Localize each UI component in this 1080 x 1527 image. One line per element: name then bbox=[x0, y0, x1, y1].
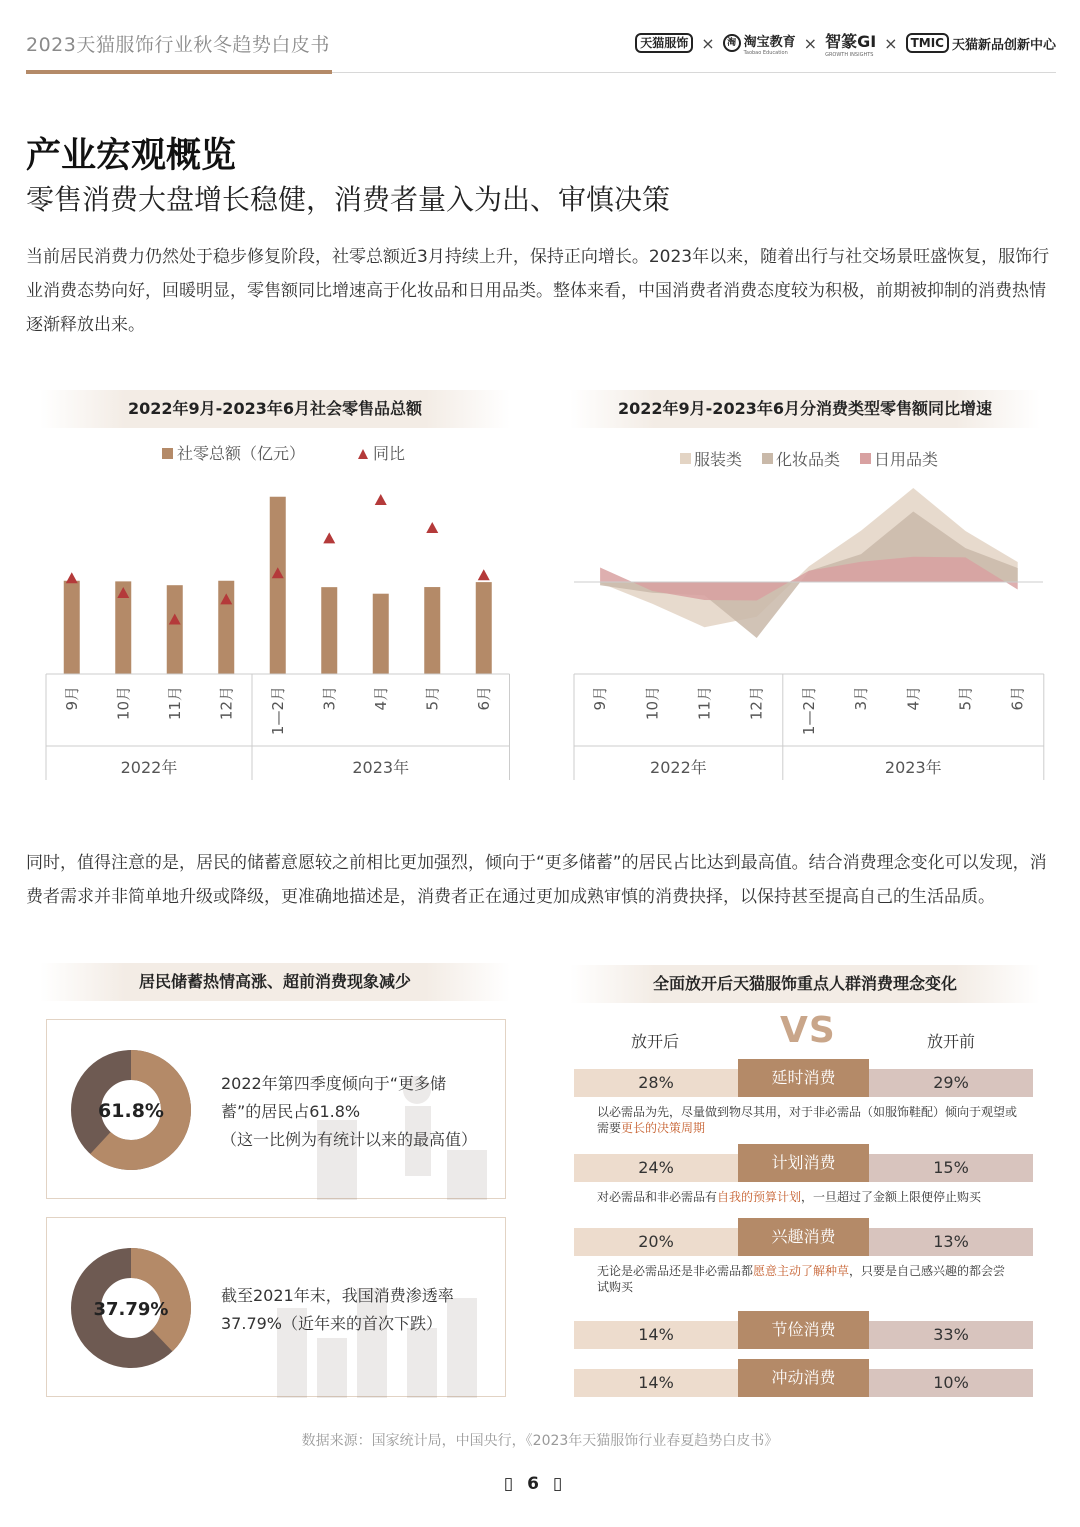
yoy-marker-5月 bbox=[426, 522, 438, 533]
x-tick-label: 12月 bbox=[217, 686, 236, 721]
group-label: 2022年 bbox=[120, 758, 178, 777]
growth-chart-title: 2022年9月-2023年6月分消费类型零售额同比增速 bbox=[570, 390, 1040, 428]
row-after-value: 28% bbox=[574, 1069, 738, 1097]
yoy-marker-9月 bbox=[66, 572, 78, 583]
page-header bbox=[26, 0, 1056, 74]
x-tick-label: 9月 bbox=[62, 686, 81, 711]
row-label: 计划消费 bbox=[738, 1144, 869, 1182]
group-label: 2022年 bbox=[650, 758, 707, 777]
row-before-value: 15% bbox=[869, 1154, 1033, 1182]
x-tick-label: 10月 bbox=[643, 686, 662, 721]
legend-swatch-bar bbox=[162, 448, 173, 459]
vs-label: VS bbox=[780, 1010, 836, 1051]
row-after-value: 14% bbox=[574, 1321, 738, 1349]
logo-separator: × bbox=[701, 33, 715, 53]
legend-swatch bbox=[762, 453, 773, 464]
x-tick-label: 12月 bbox=[747, 686, 766, 721]
group-label: 2023年 bbox=[352, 758, 410, 777]
x-tick-label: 5月 bbox=[956, 686, 975, 711]
logo-separator: × bbox=[884, 33, 898, 53]
header-accent-bar bbox=[26, 70, 332, 74]
legend-label: 服装类 bbox=[694, 450, 743, 469]
x-tick-label: 3月 bbox=[320, 686, 339, 711]
second-paragraph: 同时，值得注意的是，居民的储蓄意愿较之前相比更加强烈，倾向于“更多储蓄”的居民占比达到最高值。结合消费理念变化可以发现，消费者需求并非简单地升级或降级，更准确地描述是，消费者正在通过更加成熟审慎的消费抉择，以保持甚至提高自己的生活品质。 bbox=[26, 853, 1047, 907]
x-tick-label: 1—2月 bbox=[799, 686, 818, 736]
x-tick-label: 6月 bbox=[1008, 686, 1027, 711]
x-tick-label: 1—2月 bbox=[268, 686, 287, 736]
row-before-value: 13% bbox=[869, 1228, 1033, 1256]
row-before-value: 33% bbox=[869, 1321, 1033, 1349]
section-subtitle: 零售消费大盘增长稳健，消费者量入为出、审慎决策 bbox=[26, 183, 671, 216]
bar-3月 bbox=[321, 587, 337, 674]
data-source: 数据来源：国家统计局，中国央行，《2023年天猫服饰行业春夏趋势白皮书》 bbox=[301, 1433, 779, 1449]
row-label: 节俭消费 bbox=[738, 1311, 869, 1349]
x-tick-label: 3月 bbox=[852, 686, 871, 711]
bar-11月 bbox=[167, 585, 183, 674]
bar-4月 bbox=[373, 594, 389, 674]
savings-title: 居民储蓄热情高涨、超前消费现象减少 bbox=[40, 963, 510, 1001]
row-after-value: 20% bbox=[574, 1228, 738, 1256]
row-before-value: 10% bbox=[869, 1369, 1033, 1397]
row-note: 以必需品为先，尽量做到物尽其用，对于非必需品（如服饰鞋配）倾向于观望或需要更长的决策周期 bbox=[597, 1105, 1018, 1135]
row-before-value: 29% bbox=[869, 1069, 1033, 1097]
x-tick-label: 4月 bbox=[371, 686, 390, 711]
report-title: 2023天猫服饰行业秋冬趋势白皮书 bbox=[26, 34, 330, 56]
page-number: ▯6▯ bbox=[503, 1474, 577, 1494]
x-tick-label: 11月 bbox=[165, 686, 184, 721]
row-label: 兴趣消费 bbox=[738, 1218, 869, 1256]
tmall-fashion-logo: 天猫服饰 bbox=[635, 33, 693, 53]
growth-rate-chart bbox=[570, 430, 1045, 790]
savings-card bbox=[46, 1019, 506, 1199]
legend-label: 社零总额（亿元） bbox=[177, 444, 306, 463]
donut-value-label: 37.79% bbox=[93, 1299, 169, 1320]
yoy-marker-4月 bbox=[375, 494, 387, 505]
legend-label: 同比 bbox=[373, 444, 406, 463]
growth-insights-logo: 智篆GI GROWTH INSIGHTS bbox=[825, 31, 877, 58]
legend-swatch-marker bbox=[358, 449, 368, 459]
row-note: 对必需品和非必需品有自我的预算计划，一旦超过了金额上限便停止购买 bbox=[597, 1190, 982, 1204]
section-title: 产业宏观概览 bbox=[26, 136, 237, 176]
logo-separator: × bbox=[803, 33, 818, 53]
retail-sales-chart bbox=[40, 430, 510, 790]
yoy-marker-3月 bbox=[323, 532, 335, 543]
x-tick-label: 9月 bbox=[591, 686, 610, 711]
donut-value-label: 61.8% bbox=[98, 1100, 164, 1122]
legend-label: 日用品类 bbox=[874, 450, 939, 469]
group-label: 2023年 bbox=[884, 758, 942, 777]
x-tick-label: 6月 bbox=[474, 686, 493, 711]
savings-card-text: 2022年第四季度倾向于“更多储 蓄”的居民占61.8% （这一比例为有统计以来的最高值） bbox=[221, 1074, 478, 1149]
concepts-title: 全面放开后天猫服饰重点人群消费理念变化 bbox=[570, 965, 1040, 1003]
partner-logos bbox=[635, 28, 1056, 58]
legend-swatch bbox=[680, 453, 691, 464]
x-tick-label: 4月 bbox=[904, 686, 923, 711]
row-label: 延时消费 bbox=[738, 1059, 869, 1097]
after-label: 放开后 bbox=[631, 1032, 680, 1051]
bar-1—2月 bbox=[270, 497, 286, 674]
taobao-icon: 淘 bbox=[723, 34, 741, 52]
yoy-marker-6月 bbox=[478, 569, 490, 580]
x-tick-label: 10月 bbox=[114, 686, 133, 721]
intro-paragraph: 当前居民消费力仍然处于稳步修复阶段，社零总额近3月持续上升，保持正向增长。2023年以来，随着出行与社交场景旺盛恢复，服饰行业消费态势向好，回暖明显，零售额同比增速高于化妆品和日用品类。整体来看，中国消费者消费态度较为积极，前期被抑制的消费热情逐渐释放出来。 bbox=[26, 247, 1050, 335]
bar-6月 bbox=[476, 582, 492, 674]
penetration-card bbox=[46, 1217, 506, 1397]
x-tick-label: 5月 bbox=[423, 686, 442, 711]
penetration-donut bbox=[71, 1248, 191, 1368]
row-label: 冲动消费 bbox=[738, 1359, 869, 1397]
row-after-value: 14% bbox=[574, 1369, 738, 1397]
row-note: 无论是必需品还是非必需品都愿意主动了解种草，只要是自己感兴趣的都会尝试购买 bbox=[597, 1264, 1006, 1294]
before-label: 放开前 bbox=[927, 1032, 976, 1051]
x-tick-label: 11月 bbox=[695, 686, 714, 721]
tmic-logo: TMIC 天猫新品创新中心 bbox=[906, 33, 1056, 53]
penetration-card-text: 截至2021年末，我国消费渗透率 37.79%（近年来的首次下跌） bbox=[221, 1286, 454, 1333]
row-after-value: 24% bbox=[574, 1154, 738, 1182]
legend-label: 化妆品类 bbox=[776, 450, 841, 469]
legend-swatch bbox=[860, 453, 871, 464]
retail-chart-title: 2022年9月-2023年6月社会零售品总额 bbox=[40, 390, 510, 428]
savings-donut bbox=[71, 1050, 191, 1170]
bar-5月 bbox=[424, 587, 440, 674]
bar-9月 bbox=[64, 581, 80, 674]
taobao-education-logo: 淘 淘宝教育 Taobao Education bbox=[723, 31, 796, 56]
